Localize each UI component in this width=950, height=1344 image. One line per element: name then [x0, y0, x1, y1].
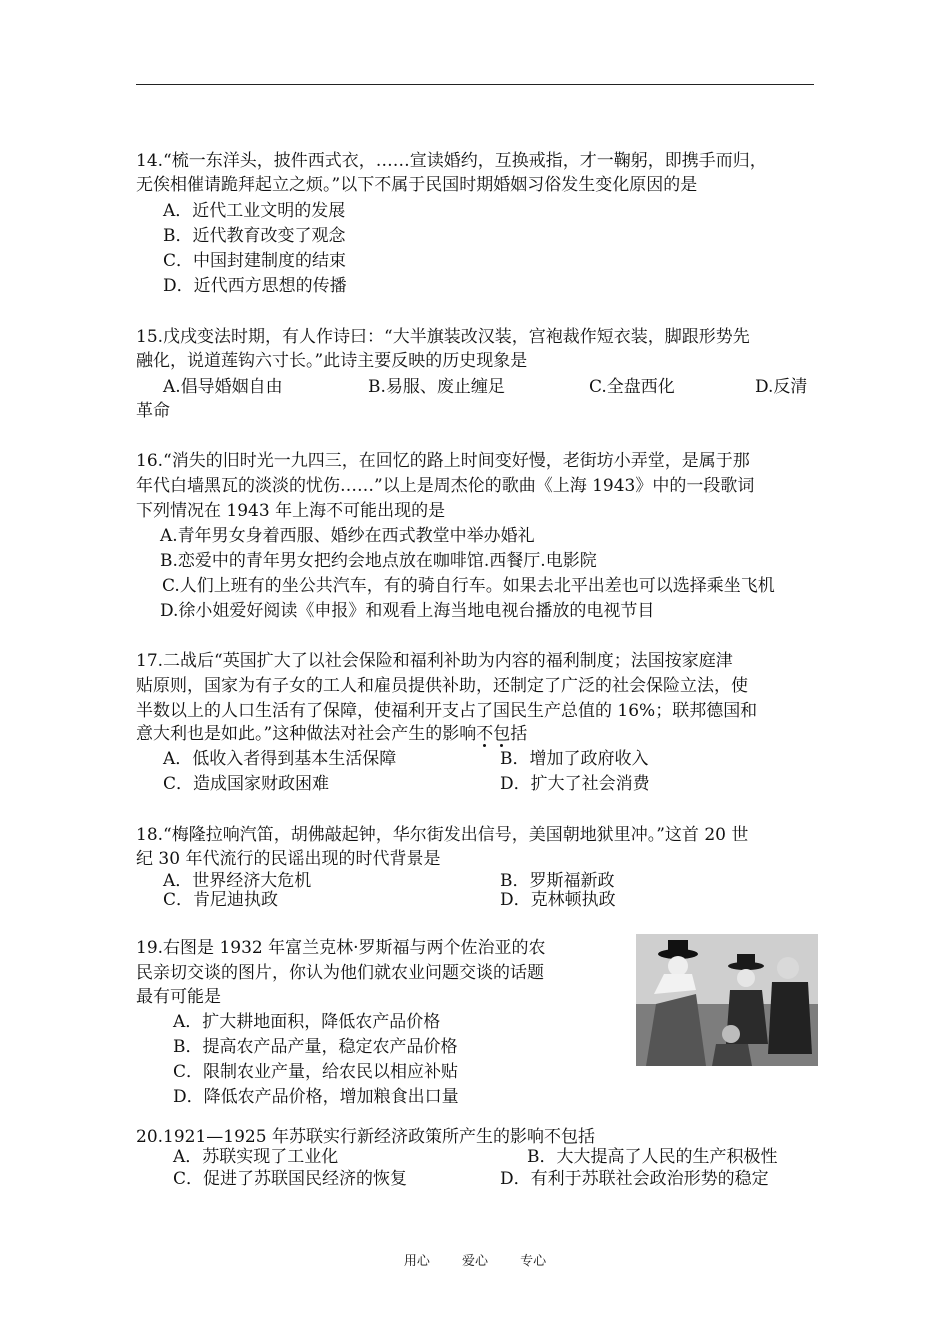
q17-emphasis-char-2: 包	[493, 724, 511, 744]
q18-option-a: A．世界经济大危机	[163, 871, 312, 891]
footer-word-1: 用心	[403, 1254, 430, 1269]
q15-option-d-continued: 革命	[136, 401, 170, 421]
q20-option-a: A．苏联实现了工业化	[173, 1147, 339, 1167]
q18-stem-line2: 纪 30 年代流行的民谣出现的时代背景是	[136, 849, 441, 869]
q16-stem-line1: 16.“消失的旧时光一九四三，在回忆的路上时间变好慢，老街坊小弄堂，是属于那	[136, 451, 750, 471]
q18-option-d: D．克林顿执政	[500, 890, 616, 910]
footer-word-3: 专心	[520, 1254, 547, 1269]
header-rule	[136, 84, 814, 85]
q19-stem-line1: 19.右图是 1932 年富兰克林·罗斯福与两个佐治亚的农	[136, 938, 546, 958]
q19-stem-line2: 民亲切交谈的图片，你认为他们就农业问题交谈的话题	[136, 963, 544, 983]
photo-body-right	[768, 982, 812, 1054]
photo-body-front	[712, 1044, 752, 1066]
q17-stem-line4-end: 括	[510, 724, 528, 744]
q14-option-a: A．近代工业文明的发展	[163, 201, 346, 221]
q17-stem-line4	[136, 723, 527, 745]
q17-option-c: C．造成国家财政困难	[163, 774, 330, 794]
q19-option-b: B．提高农产品产量，稳定农产品价格	[173, 1037, 458, 1057]
photo-hat-crown-middle	[737, 954, 755, 966]
q14-stem-line2: 无俟相催请跪拜起立之烦。”以下不属于民国时期婚姻习俗发生变化原因的是	[136, 175, 698, 195]
q17-option-d: D．扩大了社会消费	[500, 774, 650, 794]
q17-stem-line4-text: 意大利也是如此。”这种做法对社会产生的影响	[136, 724, 477, 744]
q17-stem-line2: 贴原则，国家为有子女的工人和雇员提供补助，还制定了广泛的社会保险立法，使	[136, 676, 748, 696]
q18-stem-line1: 18.“梅隆拉响汽笛，胡佛敲起钟，华尔街发出信号，美国朝地狱里冲。”这首 20 世	[136, 825, 749, 845]
photo-face-middle	[737, 969, 755, 987]
q16-option-c: C.人们上班有的坐公共汽车，有的骑自行车。如果去北平出差也可以选择乘坐飞机	[162, 576, 775, 596]
q16-option-d: D.徐小姐爱好阅读《申报》和观看上海当地电视台播放的电视节目	[160, 601, 655, 621]
q20-stem-line1: 20.1921—1925 年苏联实行新经济政策所产生的影响不包括	[136, 1127, 595, 1147]
q19-option-a: A．扩大耕地面积，降低农产品价格	[173, 1012, 441, 1032]
q18-option-b: B．罗斯福新政	[500, 871, 615, 891]
q15-stem-line2: 融化，说道莲钩六寸长。”此诗主要反映的历史现象是	[136, 351, 528, 371]
q16-option-a: A.青年男女身着西服、婚纱在西式教堂中举办婚礼	[160, 526, 535, 546]
q17-option-a: A．低收入者得到基本生活保障	[163, 749, 397, 769]
q15-stem-line1: 15.戊戌变法时期，有人作诗曰：“大半旗装改汉装，宫袍裁作短衣装，脚跟形势先	[136, 327, 750, 347]
q19-option-d: D．降低农产品价格，增加粮食出口量	[173, 1087, 459, 1107]
q14-stem-line1: 14.“梳一东洋头，披件西式衣，……宣读婚约，互换戒指，才一鞠躬，即携手而归，	[136, 151, 767, 171]
q17-stem-line3: 半数以上的人口生活有了保障，使福利开支占了国民生产总值的 16%；联邦德国和	[136, 701, 758, 721]
q17-stem-line1: 17.二战后“英国扩大了以社会保险和福利补助为内容的福利制度；法国按家庭津	[136, 651, 733, 671]
q15-option-d: D.反清	[755, 377, 808, 397]
photo-face-right	[777, 957, 799, 979]
q15-option-a: A.倡导婚姻自由	[163, 377, 283, 397]
q18-option-c: C．肯尼迪执政	[163, 890, 279, 910]
photo-face-front	[722, 1025, 740, 1043]
q15-option-c: C.全盘西化	[589, 377, 675, 397]
q20-option-b: B．大大提高了人民的生产积极性	[527, 1147, 778, 1167]
q14-option-d: D．近代西方思想的传播	[163, 276, 347, 296]
q17-option-b: B．增加了政府收入	[500, 749, 649, 769]
q17-emphasis-char-1: 不	[476, 724, 494, 744]
q16-stem-line2: 年代白墙黑瓦的淡淡的忧伤……”以上是周杰伦的歌曲《上海 1943》中的一段歌词	[136, 476, 755, 496]
photo-face-left	[668, 956, 688, 976]
q14-option-b: B．近代教育改变了观念	[163, 226, 346, 246]
q19-stem-line3: 最有可能是	[136, 987, 221, 1007]
q14-option-c: C．中国封建制度的结束	[163, 251, 347, 271]
q16-option-b: B.恋爱中的青年男女把约会地点放在咖啡馆.西餐厅.电影院	[160, 551, 597, 571]
q20-option-d: D．有利于苏联社会政治形势的稳定	[500, 1169, 769, 1189]
q15-option-b: B.易服、废止缠足	[368, 377, 505, 397]
photo-illustration	[636, 934, 818, 1066]
footer-word-2: 爱心	[461, 1254, 488, 1269]
q20-option-c: C．促进了苏联国民经济的恢复	[173, 1169, 408, 1189]
q16-stem-line3: 下列情况在 1943 年上海不可能出现的是	[136, 501, 446, 521]
page-footer	[0, 1250, 950, 1269]
roosevelt-farmers-photo	[636, 934, 818, 1066]
q19-option-c: C．限制农业产量，给农民以相应补贴	[173, 1062, 459, 1082]
photo-hat-crown-left	[668, 940, 688, 954]
